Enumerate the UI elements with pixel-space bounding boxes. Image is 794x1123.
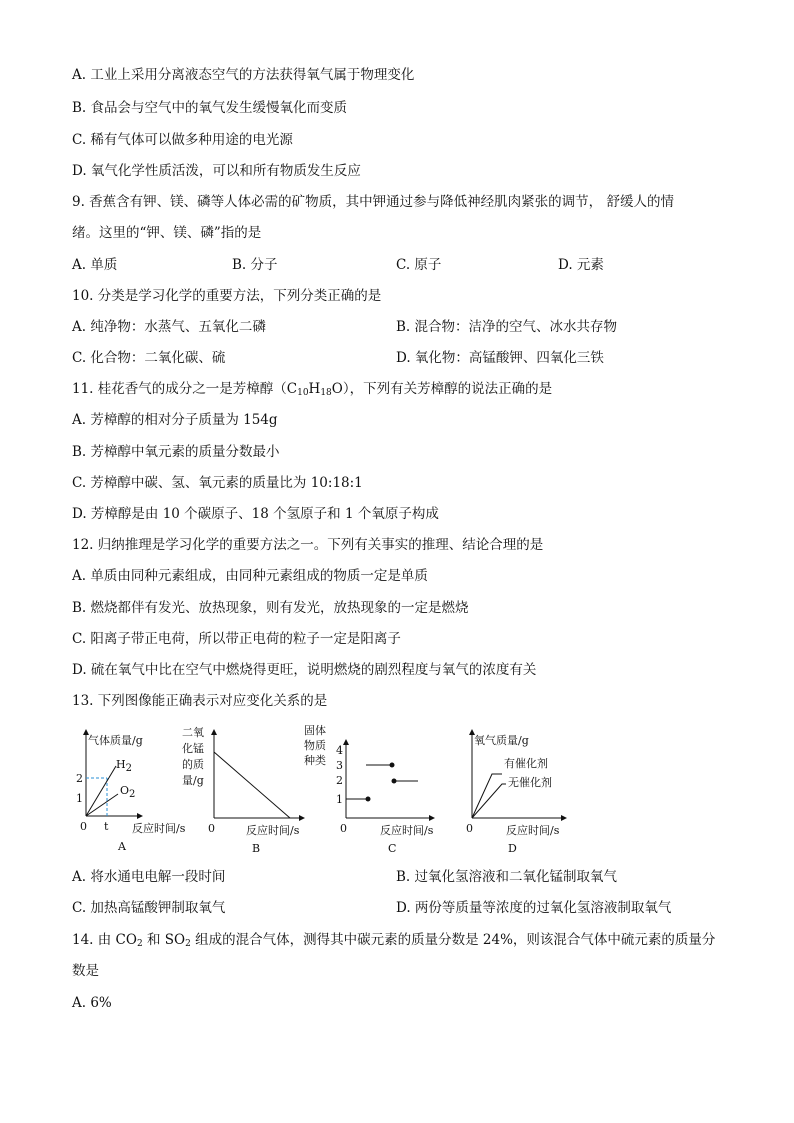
q8-option-c: C. 稀有气体可以做多种用途的电光源	[72, 132, 293, 148]
q10-stem: 10. 分类是学习化学的重要方法，下列分类正确的是	[72, 288, 382, 304]
q10-option-c: C. 化合物：二氧化碳、硫	[72, 350, 226, 366]
graph-d-xlabel: 反应时间/s	[506, 824, 560, 837]
q13-stem: 13. 下列图像能正确表示对应变化关系的是	[72, 693, 328, 709]
graph-a-line-o2	[86, 794, 118, 816]
q13-option-b: B. 过氧化氢溶液和二氧化锰制取氧气	[396, 869, 618, 885]
graph-c-dot-1	[366, 797, 371, 802]
q9-option-a: A. 单质	[72, 257, 118, 273]
graph-c-caption: C	[388, 842, 397, 855]
graph-c-tick-2: 2	[336, 774, 343, 787]
q13-option-a: A. 将水通电电解一段时间	[72, 869, 226, 885]
q10-option-d: D. 氧化物：高锰酸钾、四氧化三铁	[396, 350, 604, 366]
graph-a-line-h2	[86, 766, 116, 816]
graph-d-line1-label: 有催化剂	[504, 757, 548, 770]
graph-a-h2-label: H2	[116, 758, 132, 774]
graph-c-dot-3	[390, 763, 395, 768]
graph-c-ylabel-1: 固体	[304, 724, 326, 737]
graph-c	[304, 723, 434, 855]
graph-b-caption: B	[252, 842, 261, 855]
q11-option-d: D. 芳樟醇是由 10 个碳原子、18 个氢原子和 1 个氧原子构成	[72, 506, 439, 522]
graph-d-caption: D	[508, 842, 517, 855]
graph-d	[466, 732, 564, 855]
q12-option-a: A. 单质由同种元素组成，由同种元素组成的物质一定是单质	[72, 568, 428, 584]
q12-option-c: C. 阳离子带正电荷，所以带正电荷的粒子一定是阳离子	[72, 631, 401, 647]
q12-option-d: D. 硫在氧气中比在空气中燃烧得更旺，说明燃烧的剧烈程度与氧气的浓度有关	[72, 662, 537, 678]
q8-option-b: B. 食品会与空气中的氧气发生缓慢氧化而变质	[72, 100, 348, 116]
q9-stem-line1: 9. 香蕉含有钾、镁、磷等人体必需的矿物质，其中钾通过参与降低神经肌肉紧张的调节， 舒缓人的情	[72, 194, 674, 210]
q11-option-b: B. 芳樟醇中氧元素的质量分数最小	[72, 444, 280, 460]
graph-d-line-catalyst	[472, 774, 502, 818]
graph-a-t: t	[104, 820, 109, 833]
q14-stem-line1: 14. 由 $CO_2$ 和 $SO_2$ 组成的混合气体，测得其中碳元素的质量分数是 24%，则该混合气体中硫元素的质量分	[72, 932, 716, 949]
q13-option-d: D. 两份等质量等浓度的过氧化氢溶液制取氧气	[396, 900, 672, 916]
q13-option-c: C. 加热高锰酸钾制取氧气	[72, 900, 226, 916]
q10-option-a: A. 纯净物：水蒸气、五氧化二磷	[72, 319, 266, 335]
graph-a	[76, 732, 186, 853]
q12-stem: 12. 归纳推理是学习化学的重要方法之一。下列有关事实的推理、结论合理的是	[72, 537, 544, 553]
q13-graphs	[70, 722, 590, 862]
graph-b-ylabel-2: 化锰	[182, 742, 204, 755]
q9-stem-line2: 绪。这里的“钾、镁、磷”指的是	[72, 225, 262, 241]
q11-option-c: C. 芳樟醇中碳、氢、氧元素的质量比为 10:18:1	[72, 475, 363, 491]
graph-b-ylabel-4: 量/g	[182, 774, 204, 787]
q8-option-d: D. 氧气化学性质活泼，可以和所有物质发生反应	[72, 163, 361, 179]
graph-a-origin: 0	[80, 820, 87, 833]
q9-option-b: B. 分子	[232, 257, 278, 273]
graph-a-ylabel: 气体质量/g	[88, 734, 143, 747]
graph-b-ylabel-1: 二氧	[182, 726, 204, 739]
q8-option-a: A. 工业上采用分离液态空气的方法获得氧气属于物理变化	[72, 67, 415, 83]
graph-c-tick-1: 1	[336, 793, 343, 806]
graph-b-ylabel-3: 的质	[182, 758, 204, 771]
graph-a-xlabel: 反应时间/s	[132, 822, 186, 835]
graph-d-line2-label: 无催化剂	[508, 776, 552, 789]
q14-option-a: A. 6%	[72, 995, 112, 1011]
graph-c-xlabel: 反应时间/s	[380, 824, 434, 837]
graph-c-origin: 0	[340, 822, 347, 835]
graph-b-line	[214, 752, 290, 818]
graph-c-tick-4: 4	[336, 744, 343, 757]
graph-c-ylabel-3: 种类	[304, 754, 326, 767]
graph-d-line-no-catalyst	[472, 784, 506, 818]
q14-stem-line2: 数是	[72, 963, 99, 979]
graph-d-ylabel: 氧气质量/g	[474, 734, 529, 747]
graph-d-origin: 0	[466, 822, 473, 835]
graph-a-caption: A	[118, 840, 126, 853]
q10-option-b: B. 混合物：洁净的空气、冰水共存物	[396, 319, 618, 335]
graph-b-xlabel: 反应时间/s	[246, 824, 300, 837]
graph-b	[182, 725, 302, 855]
q12-option-b: B. 燃烧都伴有发光、放热现象，则有发光，放热现象的一定是燃烧	[72, 600, 469, 616]
graph-a-o2-label: O2	[120, 784, 136, 800]
graph-c-tick-3: 3	[336, 759, 343, 772]
q11-option-a: A. 芳樟醇的相对分子质量为 154g	[72, 412, 278, 428]
q9-option-d: D. 元素	[558, 257, 604, 273]
q9-option-c: C. 原子	[396, 257, 442, 273]
graph-b-origin: 0	[208, 822, 215, 835]
graph-a-y1: 1	[76, 792, 83, 805]
q13-graphs-svg	[70, 722, 590, 862]
graph-c-ylabel-2: 物质	[304, 739, 326, 752]
graph-a-y2: 2	[76, 772, 83, 785]
q11-stem: 11. 桂花香气的成分之一是芳樟醇$(C_{10}H_{18}O)$，下列有关芳樟醇的说法正确的是	[72, 381, 553, 398]
